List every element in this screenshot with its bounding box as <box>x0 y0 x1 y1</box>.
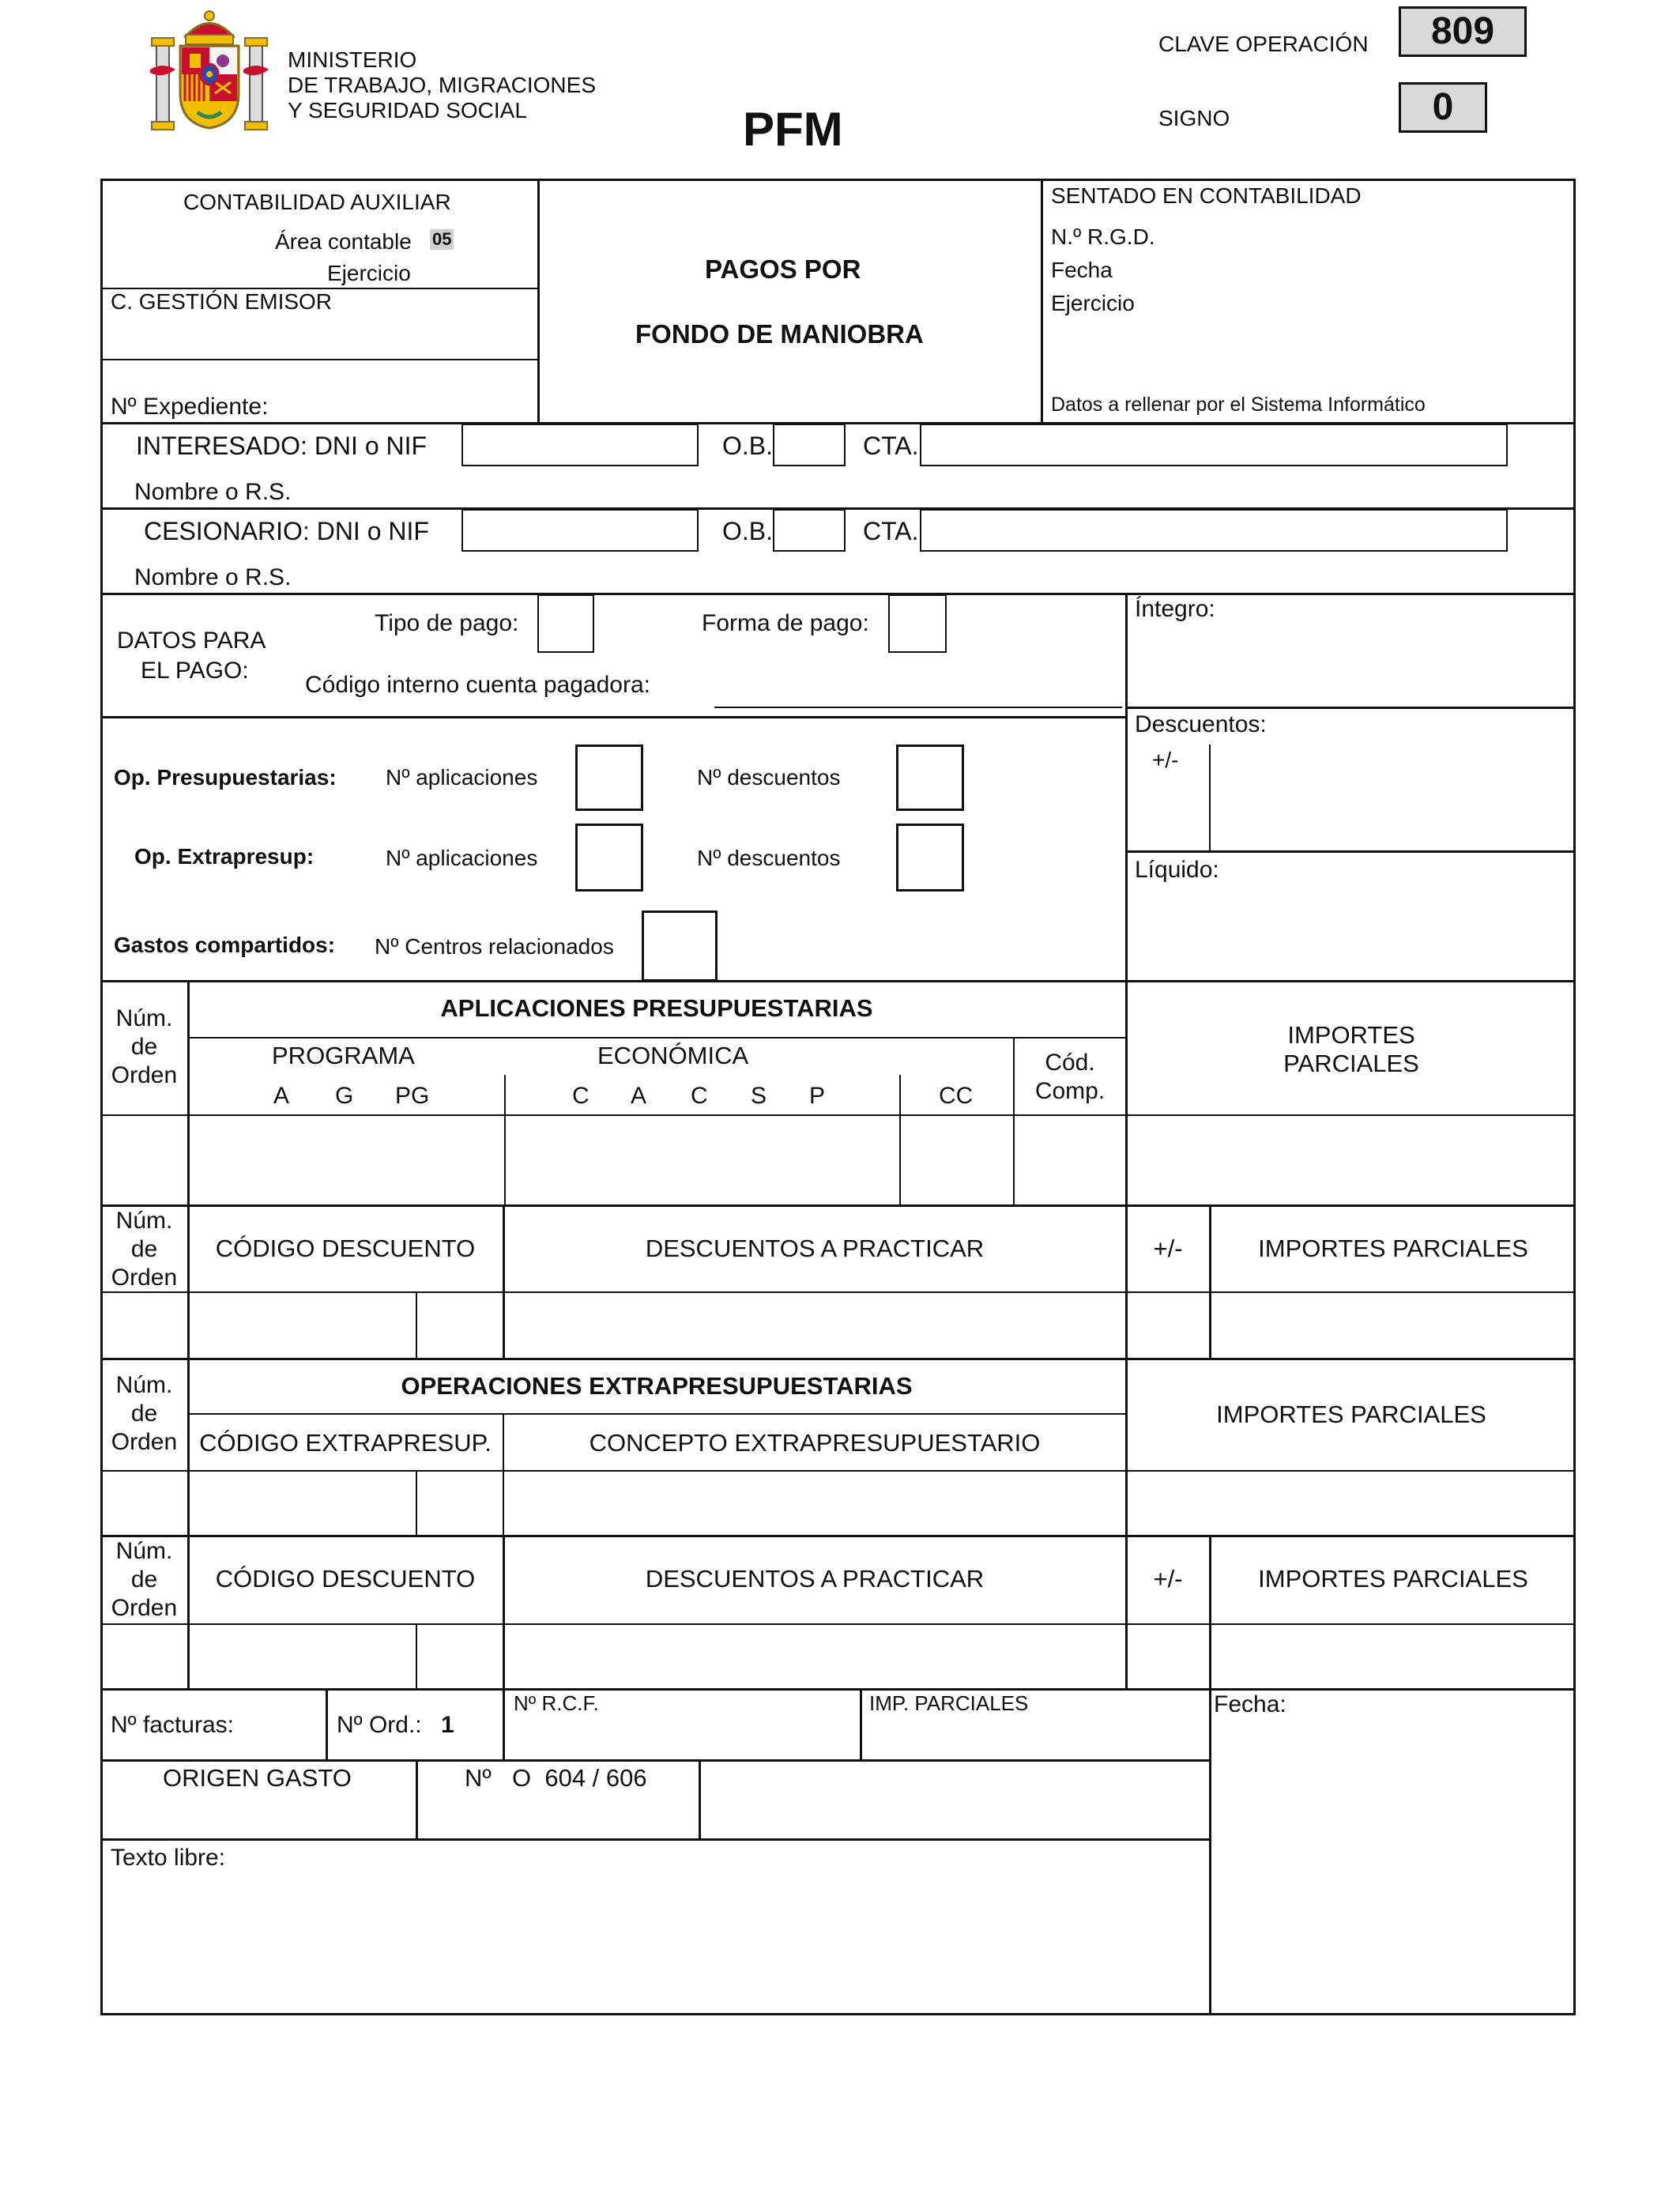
n-ord-label: Nº Ord.: <box>337 1712 422 1738</box>
extra-descuentos-label: Nº descuentos <box>697 846 841 870</box>
desc1-importes-header: IMPORTES PARCIALES <box>1258 1235 1528 1262</box>
extra-aplicaciones-box[interactable] <box>575 824 643 892</box>
op-presupuestarias-label: Op. Presupuestarias: <box>114 765 337 790</box>
origen-n-label: Nº <box>465 1764 492 1792</box>
codigo-interno-label: Código interno cuenta pagadora: <box>305 672 650 698</box>
economica-col-s: S <box>751 1083 767 1109</box>
forma-pago-label: Forma de pago: <box>702 610 869 636</box>
aplic-importes-line-1: IMPORTES <box>1287 1021 1415 1049</box>
tipo-pago-field[interactable] <box>537 594 594 653</box>
sentado-label: SENTADO EN CONTABILIDAD <box>1051 183 1362 208</box>
desc2-num-orden-2: de <box>130 1566 158 1593</box>
desc1-num-orden-3: Orden <box>111 1265 178 1291</box>
presup-aplicaciones-box[interactable] <box>575 745 643 811</box>
extra-codigo-header: CÓDIGO EXTRAPRESUP. <box>199 1429 492 1457</box>
origen-gasto-label: ORIGEN GASTO <box>163 1764 352 1792</box>
contabilidad-auxiliar-label: CONTABILIDAD AUXILIAR <box>183 190 451 214</box>
texto-libre-area[interactable] <box>103 1876 1207 2012</box>
desc1-codigo-header: CÓDIGO DESCUENTO <box>215 1235 476 1262</box>
imp-parciales-label: IMP. PARCIALES <box>869 1691 1029 1715</box>
extra-num-orden-1: Núm. <box>115 1372 173 1398</box>
texto-libre-label: Texto libre: <box>111 1845 226 1871</box>
aplic-importes-line-2: PARCIALES <box>1283 1050 1419 1077</box>
programa-label: PROGRAMA <box>272 1042 415 1069</box>
extra-descuentos-box[interactable] <box>896 824 964 892</box>
gastos-compartidos-label: Gastos compartidos: <box>114 933 336 957</box>
gestion-emisor-label: C. GESTIÓN EMISOR <box>111 289 333 314</box>
ministry-line-2: DE TRABAJO, MIGRACIONES <box>288 73 596 97</box>
cod-comp-line-2: Comp. <box>1034 1078 1106 1104</box>
rcf-label: Nº R.C.F. <box>514 1691 599 1715</box>
interesado-dni-field[interactable] <box>461 424 699 466</box>
op-extrapresup-label: Op. Extrapresup: <box>134 844 315 869</box>
datos-pago-line-2: EL PAGO: <box>141 658 249 684</box>
tipo-pago-label: Tipo de pago: <box>375 610 519 636</box>
ministry-line-3: Y SEGURIDAD SOCIAL <box>288 98 527 123</box>
aplic-num-orden-3: Orden <box>111 1062 178 1088</box>
coat-of-arms-logo <box>150 6 269 131</box>
extra-num-orden-3: Orden <box>111 1429 178 1455</box>
sistema-note: Datos a rellenar por el Sistema Informático <box>1051 394 1426 416</box>
cesionario-cta-field[interactable] <box>920 509 1508 552</box>
cesionario-dni-label: CESIONARIO: DNI o NIF <box>144 517 429 545</box>
form-title-line-1: PAGOS POR <box>705 254 861 284</box>
aplicaciones-title: APLICACIONES PRESUPUESTARIAS <box>440 994 873 1022</box>
facturas-label: Nº facturas: <box>111 1712 235 1738</box>
forma-pago-field[interactable] <box>888 594 947 653</box>
origen-n-value: O 604 / 606 <box>512 1764 647 1792</box>
signo-value: 0 <box>1399 82 1487 133</box>
area-contable-label: Área contable <box>275 229 412 254</box>
descuentos-label: Descuentos: <box>1135 711 1267 737</box>
extrapresup-title: OPERACIONES EXTRAPRESUPUESTARIAS <box>401 1372 913 1400</box>
aplic-num-orden-2: de <box>130 1034 158 1060</box>
desc1-num-orden-2: de <box>130 1236 158 1262</box>
cesionario-cta-label: CTA. <box>863 517 919 545</box>
liquido-label: Líquido: <box>1135 857 1219 883</box>
desc2-importes-header: IMPORTES PARCIALES <box>1258 1565 1528 1593</box>
economica-col-p: P <box>809 1083 826 1109</box>
desc2-plusminus-header: +/- <box>1153 1565 1183 1593</box>
programa-col-g: G <box>335 1083 354 1109</box>
interesado-ob-label: O.B. <box>722 432 774 460</box>
aplic-num-orden-1: Núm. <box>115 1005 173 1031</box>
interesado-cta-label: CTA. <box>863 432 919 460</box>
cc-label: CC <box>939 1083 974 1109</box>
presup-descuentos-label: Nº descuentos <box>697 765 841 790</box>
interesado-cta-field[interactable] <box>920 424 1508 466</box>
economica-col-c2: C <box>691 1083 708 1109</box>
form-code-title: PFM <box>743 103 843 156</box>
presup-descuentos-box[interactable] <box>896 745 964 811</box>
interesado-nombre-label: Nombre o R.S. <box>134 479 292 505</box>
extra-aplicaciones-label: Nº aplicaciones <box>386 846 538 870</box>
centros-relacionados-label: Nº Centros relacionados <box>375 934 614 959</box>
desc2-num-orden-3: Orden <box>111 1595 178 1621</box>
cod-comp-line-1: Cód. <box>1045 1050 1095 1076</box>
economica-col-a: A <box>631 1083 647 1109</box>
centros-relacionados-box[interactable] <box>642 910 718 982</box>
fecha-label: Fecha <box>1051 258 1113 282</box>
desc2-codigo-header: CÓDIGO DESCUENTO <box>215 1565 476 1593</box>
expediente-label: Nº Expediente: <box>111 394 269 420</box>
extra-importes-header: IMPORTES PARCIALES <box>1216 1400 1486 1428</box>
clave-operacion-label: CLAVE OPERACIÓN <box>1158 32 1369 56</box>
ejercicio-2-label: Ejercicio <box>1051 291 1135 315</box>
form-title-line-2: FONDO DE MANIOBRA <box>635 319 924 349</box>
desc2-practicar-header: DESCUENTOS A PRACTICAR <box>645 1565 985 1593</box>
desc2-num-orden-1: Núm. <box>115 1538 173 1564</box>
extra-num-orden-2: de <box>130 1400 158 1427</box>
descuentos-plusminus: +/- <box>1152 748 1179 772</box>
rgd-label: N.º R.G.D. <box>1051 224 1155 249</box>
desc1-plusminus-header: +/- <box>1153 1235 1183 1262</box>
economica-label: ECONÓMICA <box>597 1042 749 1069</box>
n-ord-value: 1 <box>441 1712 454 1738</box>
ejercicio-label: Ejercicio <box>327 261 411 285</box>
programa-col-pg: PG <box>395 1083 430 1109</box>
fecha-bottom-label: Fecha: <box>1214 1691 1286 1717</box>
extra-concepto-header: CONCEPTO EXTRAPRESUPUESTARIO <box>589 1429 1041 1457</box>
interesado-dni-label: INTERESADO: DNI o NIF <box>136 432 428 460</box>
presup-aplicaciones-label: Nº aplicaciones <box>386 765 538 790</box>
ministry-line-1: MINISTERIO <box>288 47 417 72</box>
desc1-practicar-header: DESCUENTOS A PRACTICAR <box>645 1235 985 1262</box>
datos-pago-line-1: DATOS PARA <box>117 628 266 654</box>
cesionario-nombre-label: Nombre o R.S. <box>134 564 292 590</box>
cesionario-ob-field[interactable] <box>773 509 846 552</box>
codigo-interno-line[interactable] <box>714 707 1122 708</box>
area-contable-value: 05 <box>430 229 454 250</box>
integro-label: Íntegro: <box>1135 596 1215 622</box>
clave-operacion-value: 809 <box>1399 6 1527 57</box>
economica-col-c1: C <box>572 1083 590 1109</box>
desc1-num-orden-1: Núm. <box>115 1208 173 1234</box>
programa-col-a: A <box>273 1083 290 1109</box>
cesionario-ob-label: O.B. <box>722 517 774 545</box>
cesionario-dni-field[interactable] <box>461 509 699 552</box>
interesado-ob-field[interactable] <box>773 424 846 466</box>
signo-label: SIGNO <box>1158 106 1230 130</box>
